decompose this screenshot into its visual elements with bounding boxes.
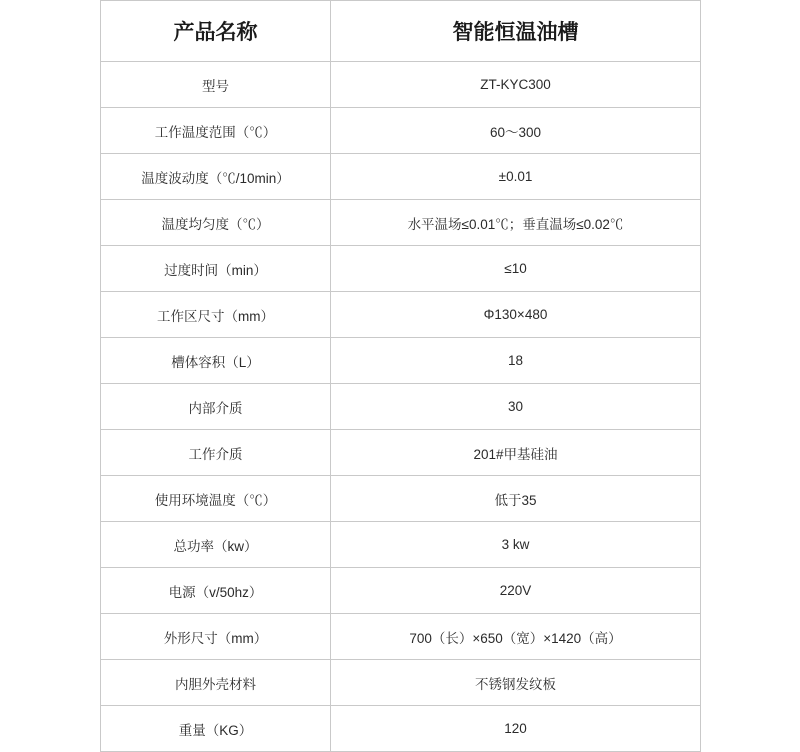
table-row <box>101 384 701 430</box>
row-value: 700（长）×650（宽）×1420（高） <box>331 614 701 660</box>
row-label: 内胆外壳材料 <box>101 660 331 706</box>
table-row <box>101 430 701 476</box>
row-label: 温度均匀度（℃） <box>101 200 331 246</box>
row-label: 总功率（kw） <box>101 522 331 568</box>
row-value: 水平温场≤0.01℃；垂直温场≤0.02℃ <box>331 200 701 246</box>
row-value: ≤10 <box>331 246 701 292</box>
row-value: 低于35 <box>331 476 701 522</box>
table-row <box>101 338 701 384</box>
table-row <box>101 200 701 246</box>
row-value: 18 <box>331 338 701 384</box>
row-value: 不锈钢发纹板 <box>331 660 701 706</box>
header-value-cell: 智能恒温油槽 <box>331 1 701 62</box>
row-label: 过度时间（min） <box>101 246 331 292</box>
row-label: 使用环境温度（℃） <box>101 476 331 522</box>
table-row <box>101 706 701 752</box>
table-header-row <box>101 1 701 62</box>
header-label-cell: 产品名称 <box>101 1 331 62</box>
row-value: Φ130×480 <box>331 292 701 338</box>
table-row <box>101 292 701 338</box>
row-label: 电源（v/50hz） <box>101 568 331 614</box>
table-row <box>101 614 701 660</box>
table-row <box>101 62 701 108</box>
row-value: 220V <box>331 568 701 614</box>
row-value: 60～300 <box>331 108 701 154</box>
row-value: 120 <box>331 706 701 752</box>
table-row <box>101 568 701 614</box>
product-specification-table <box>100 0 701 752</box>
row-label: 重量（KG） <box>101 706 331 752</box>
row-value: 201#甲基硅油 <box>331 430 701 476</box>
table-row <box>101 660 701 706</box>
row-label: 槽体容积（L） <box>101 338 331 384</box>
row-label: 内部介质 <box>101 384 331 430</box>
table-row <box>101 246 701 292</box>
row-label: 型号 <box>101 62 331 108</box>
row-label: 温度波动度（℃/10min） <box>101 154 331 200</box>
table-row <box>101 108 701 154</box>
row-value: ZT-KYC300 <box>331 62 701 108</box>
row-value: ±0.01 <box>331 154 701 200</box>
row-label: 工作介质 <box>101 430 331 476</box>
table-row <box>101 154 701 200</box>
table-body <box>101 1 701 752</box>
row-label: 工作温度范围（℃） <box>101 108 331 154</box>
row-label: 外形尺寸（mm） <box>101 614 331 660</box>
row-value: 30 <box>331 384 701 430</box>
table-row <box>101 476 701 522</box>
table-row <box>101 522 701 568</box>
row-value: 3 kw <box>331 522 701 568</box>
row-label: 工作区尺寸（mm） <box>101 292 331 338</box>
